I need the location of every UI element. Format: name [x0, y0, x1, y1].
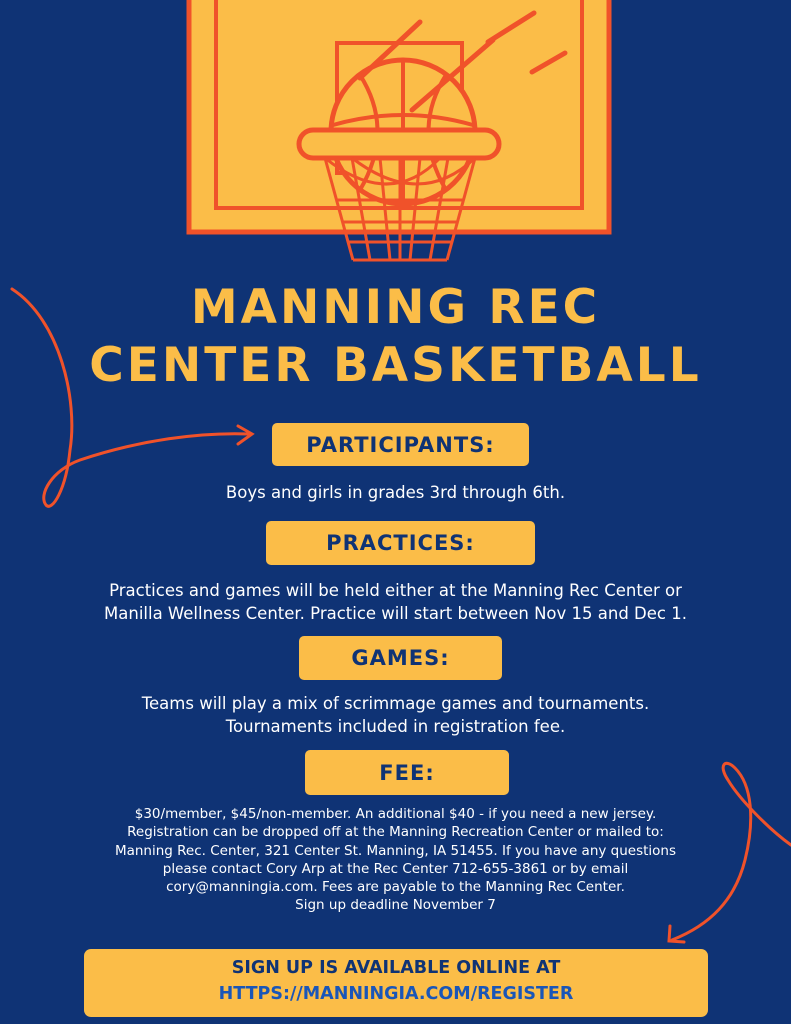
participants-heading: PARTICIPANTS: [272, 423, 529, 466]
fee-heading: FEE: [305, 750, 509, 795]
fee-line-5: cory@manningia.com. Fees are payable to the Manning Rec Center. [166, 879, 625, 896]
rim-icon [299, 130, 499, 158]
page-title-line-1: MANNING REC [190, 280, 601, 335]
fee-line-3: Manning Rec. Center, 321 Center St. Manning, IA 51455. If you have any questions [114, 842, 677, 859]
fee-text [60, 805, 731, 915]
fee-line-2: Registration can be dropped off at the Manning Recreation Center or mailed to: [127, 824, 664, 841]
participants-text: Boys and girls in grades 3rd through 6th. [225, 483, 566, 502]
games-text [60, 692, 731, 738]
signup-link[interactable]: HTTPS://MANNINGIA.COM/REGISTER [218, 984, 574, 1004]
practices-text [60, 579, 731, 625]
page-title-line-2: CENTER BASKETBALL [89, 338, 702, 393]
fee-line-4: please contact Cory Arp at the Rec Center 712-655-3861 or by email [162, 860, 629, 877]
signup-box [84, 949, 708, 1017]
fee-line-1: $30/member, $45/non-member. An additional $40 - if you need a new jersey. [134, 806, 657, 822]
games-heading: GAMES: [299, 636, 502, 680]
games-line-1: Teams will play a mix of scrimmage games and tournaments. [141, 694, 650, 713]
practices-heading: PRACTICES: [266, 521, 535, 565]
signup-text: SIGN UP IS AVAILABLE ONLINE AT [231, 958, 561, 978]
games-line-2: Tournaments included in registration fee. [225, 717, 566, 736]
fee-line-6: Sign up deadline November 7 [295, 897, 496, 914]
practices-line-2: Manilla Wellness Center. Practice will start between Nov 15 and Dec 1. [104, 604, 687, 623]
practices-line-1: Practices and games will be held either at the Manning Rec Center or [109, 581, 682, 600]
